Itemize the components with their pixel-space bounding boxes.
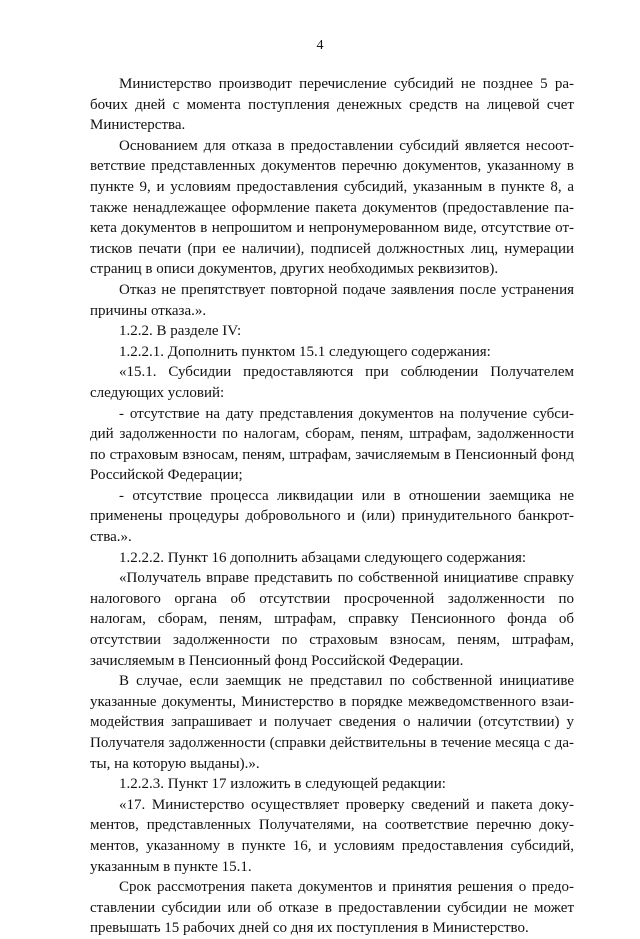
paragraph-condition-no-liquidation: - отсутствие процесса ликвидации или в отношении заемщика не применены процедуры добровольного и (или) принудительного банкротства.».	[90, 487, 574, 546]
page-number: 4	[316, 38, 324, 53]
paragraph-interagency-request: В случае, если заемщик не представил по собственной инициативе указанные документы, Министерство в порядке межведомственного взаимодействия запрашивает и получает сведения о наличии (отсутствии) у Получателя задолженности (справки действительны в течение месяца с даты, на которую выданы).».	[90, 673, 574, 772]
paragraph-item-1-2-2-2: 1.2.2.2. Пункт 16 дополнить абзацами следующего содержания:	[119, 549, 527, 566]
paragraph-review-deadline: Срок рассмотрения пакета документов и принятия решения о предоставлении субсидии или об отказе в предоставлении субсидии не может превышать 15 рабочих дней со дня их поступления в Министерство.	[90, 879, 574, 937]
paragraph-item-1-2-2-3: 1.2.2.3. Пункт 17 изложить в следующей редакции:	[119, 776, 446, 793]
paragraph-item-1-2-2-1: 1.2.2.1. Дополнить пунктом 15.1 следующего содержания:	[119, 343, 491, 360]
paragraph-clause-15-1: «15.1. Субсидии предоставляются при соблюдении Получателем следующих условий:	[90, 364, 574, 401]
paragraph-clause-17: «17. Министерство осуществляет проверку сведений и пакета документов, представленных Получателями, на соответствие перечню документов, указанному в пункте 16, и условиям предоставления субсидий, указанным в пункте 15.1.	[90, 796, 574, 875]
paragraph-section-iv: 1.2.2. В разделе IV:	[119, 323, 242, 340]
paragraph-subsidy-transfer: Министерство производит перечисление субсидий не позднее 5 рабочих дней с момента поступления денежных средств на лицевой счет Министерства.	[90, 76, 574, 134]
paragraph-condition-no-debt: - отсутствие на дату представления документов на получение субсидий задолженности по налогам, сборам, пеням, штрафам, задолженности по страховым взносам, пеням, штрафам, зачисляемым в Пенсионный фонд Российской Федерации;	[90, 405, 574, 484]
document-body	[90, 74, 574, 939]
paragraph-refusal-grounds: Основанием для отказа в предоставлении субсидий является несоответствие представленных документов перечню документов, указанному в пункте 9, и условиям предоставления субсидий, указанным в пункте 8, а также ненадлежащее оформление пакета документов (предоставление пакета документов в непрошитом и непронумерованном виде, отсутствие оттисков печати (при ее наличии), подписей должностных лиц, нумерации страниц в описи документов, других необходимых реквизитов).	[90, 137, 574, 278]
paragraph-tax-certificate: «Получатель вправе представить по собственной инициативе справку налогового органа об отсутствии просроченной задолженности по налогам, сборам, пеням, штрафам, справку Пенсионного фонда об отсутствии задолженности по страховым взносам, пеням, штрафам, зачисляемым в Пенсионный фонд Российской Федерации.	[90, 570, 574, 669]
paragraph-resubmission: Отказ не препятствует повторной подаче заявления после устранения причины отказа.».	[90, 281, 574, 319]
